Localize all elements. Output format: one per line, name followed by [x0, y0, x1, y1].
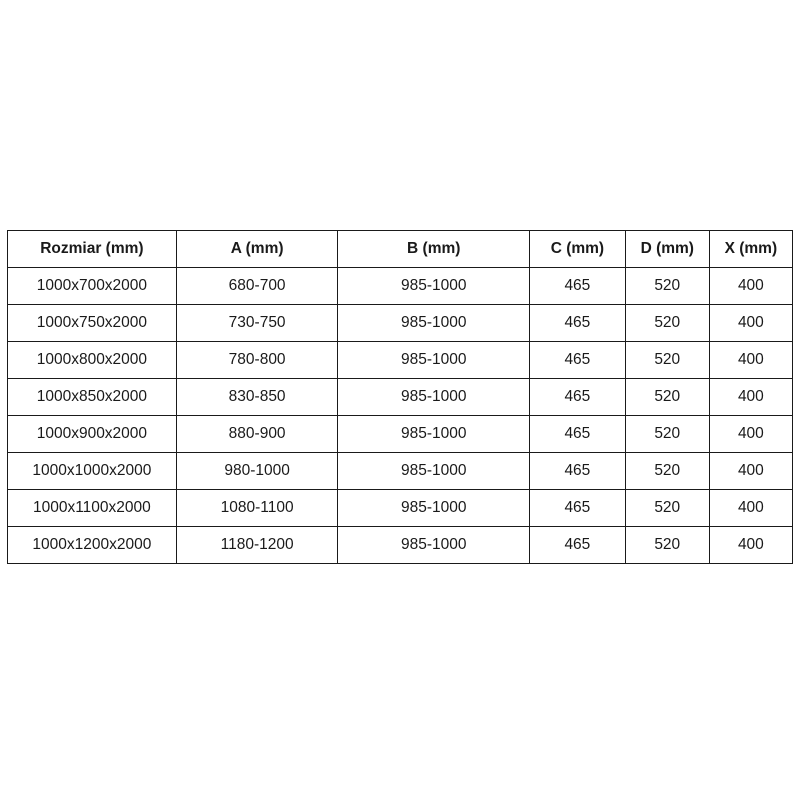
table-cell: 985-1000 — [338, 453, 530, 490]
table-cell: 400 — [709, 527, 792, 564]
table-cell: 520 — [625, 490, 709, 527]
table-cell: 1000x900x2000 — [8, 416, 177, 453]
table-cell: 465 — [530, 268, 626, 305]
table-cell: 780-800 — [176, 342, 338, 379]
table-row — [8, 342, 793, 379]
table-cell: 400 — [709, 268, 792, 305]
table-cell: 985-1000 — [338, 527, 530, 564]
table-cell: 985-1000 — [338, 416, 530, 453]
table-cell: 520 — [625, 342, 709, 379]
table-cell: 400 — [709, 342, 792, 379]
column-header-b: B (mm) — [338, 231, 530, 268]
table-cell: 520 — [625, 527, 709, 564]
table-row — [8, 527, 793, 564]
table-row — [8, 416, 793, 453]
table-cell: 1180-1200 — [176, 527, 338, 564]
table-cell: 1000x800x2000 — [8, 342, 177, 379]
dimensions-spec-table — [7, 230, 793, 564]
table-cell: 400 — [709, 379, 792, 416]
table-cell: 465 — [530, 416, 626, 453]
table-cell: 680-700 — [176, 268, 338, 305]
table-cell: 985-1000 — [338, 342, 530, 379]
table-cell: 520 — [625, 268, 709, 305]
table-cell: 1000x850x2000 — [8, 379, 177, 416]
table-cell: 985-1000 — [338, 490, 530, 527]
table-cell: 1080-1100 — [176, 490, 338, 527]
table-cell: 465 — [530, 527, 626, 564]
table-cell: 985-1000 — [338, 268, 530, 305]
table-cell: 1000x1200x2000 — [8, 527, 177, 564]
table-cell: 985-1000 — [338, 305, 530, 342]
table-header — [8, 231, 793, 268]
table-cell: 880-900 — [176, 416, 338, 453]
table-header-row — [8, 231, 793, 268]
table-cell: 1000x1000x2000 — [8, 453, 177, 490]
column-header-c: C (mm) — [530, 231, 626, 268]
table-cell: 1000x750x2000 — [8, 305, 177, 342]
table-cell: 520 — [625, 379, 709, 416]
table-row — [8, 305, 793, 342]
table-cell: 730-750 — [176, 305, 338, 342]
table-cell: 520 — [625, 416, 709, 453]
table-cell: 400 — [709, 416, 792, 453]
table-cell: 400 — [709, 453, 792, 490]
table-cell: 465 — [530, 490, 626, 527]
table-row — [8, 379, 793, 416]
table-cell: 465 — [530, 342, 626, 379]
table-cell: 520 — [625, 305, 709, 342]
table-cell: 985-1000 — [338, 379, 530, 416]
table-cell: 465 — [530, 379, 626, 416]
table-row — [8, 268, 793, 305]
column-header-rozmiar: Rozmiar (mm) — [8, 231, 177, 268]
table-cell: 1000x1100x2000 — [8, 490, 177, 527]
table-row — [8, 490, 793, 527]
table-cell: 1000x700x2000 — [8, 268, 177, 305]
table-cell: 520 — [625, 453, 709, 490]
table-cell: 400 — [709, 305, 792, 342]
table-cell: 465 — [530, 453, 626, 490]
table-row — [8, 453, 793, 490]
table-cell: 980-1000 — [176, 453, 338, 490]
table-body — [8, 268, 793, 564]
table-cell: 465 — [530, 305, 626, 342]
column-header-x: X (mm) — [709, 231, 792, 268]
table-cell: 830-850 — [176, 379, 338, 416]
column-header-d: D (mm) — [625, 231, 709, 268]
column-header-a: A (mm) — [176, 231, 338, 268]
table-cell: 400 — [709, 490, 792, 527]
